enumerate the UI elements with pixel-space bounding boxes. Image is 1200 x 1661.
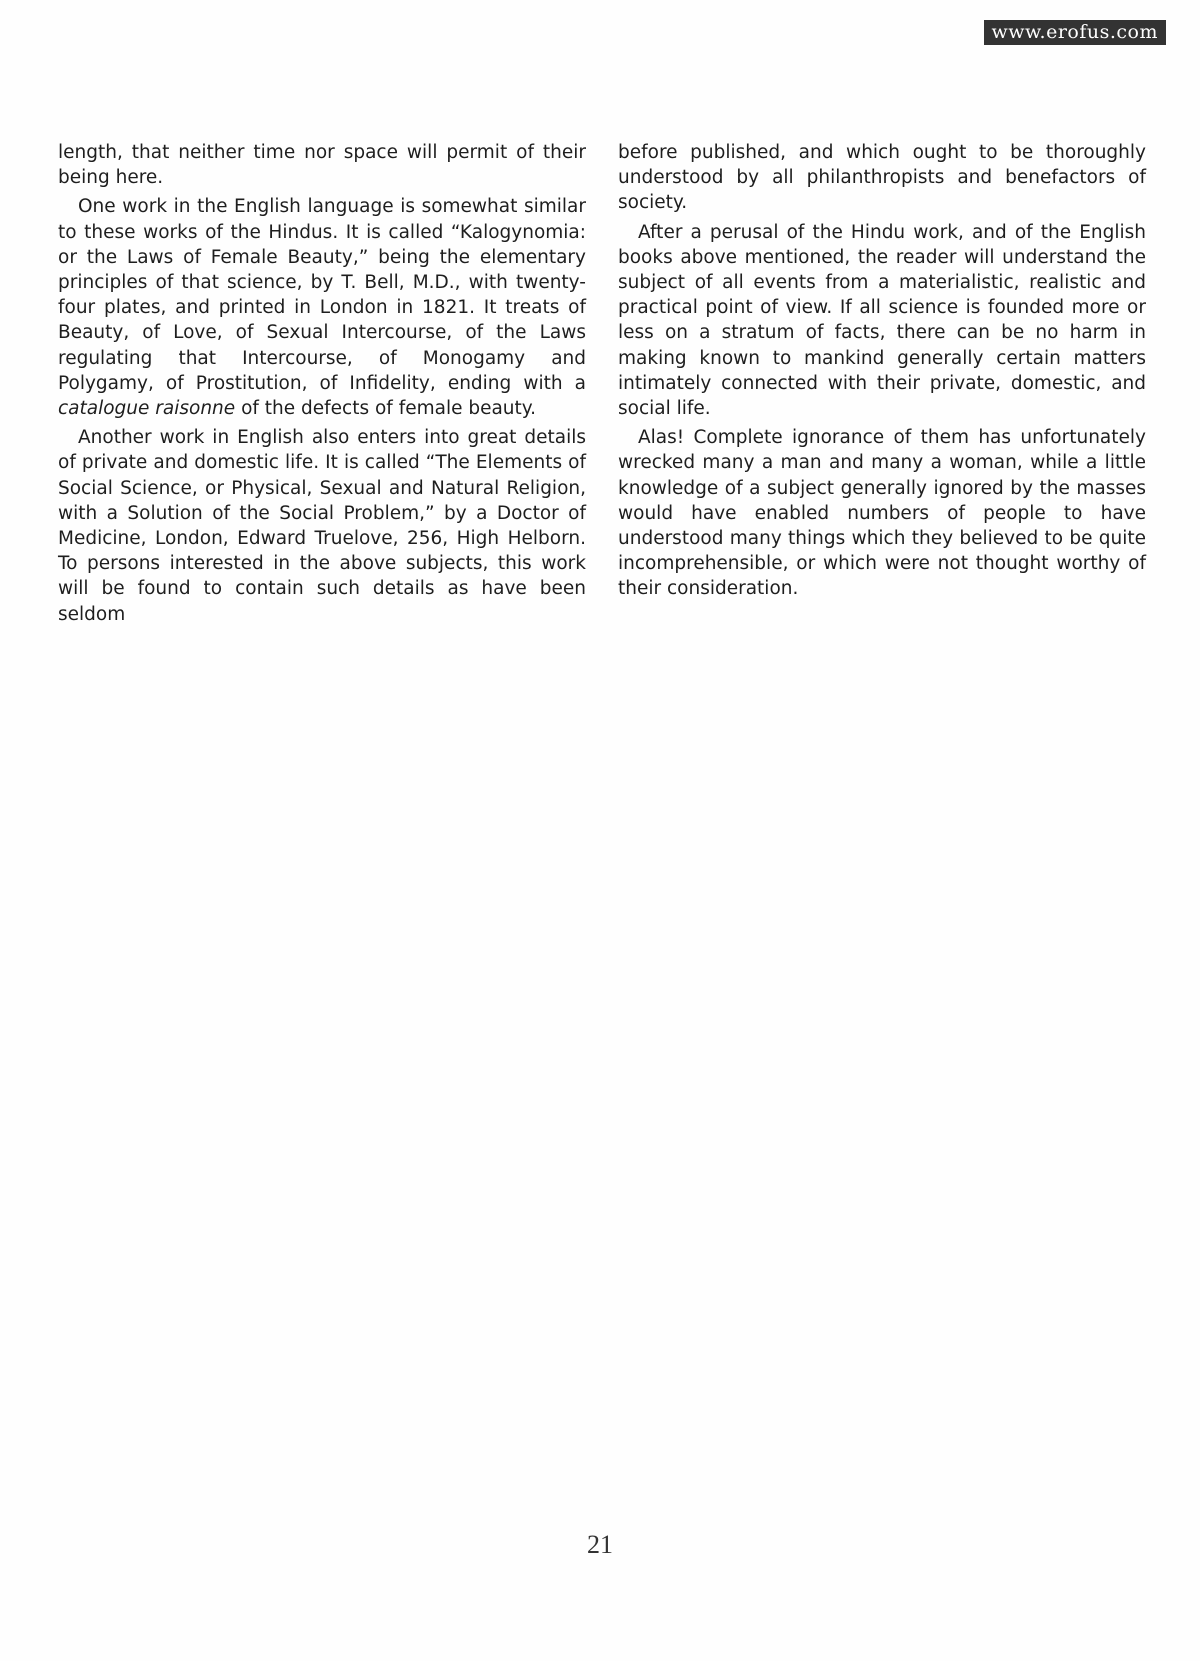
paragraph-text: One work in the English language is somewhat similar to these works of the Hindus. It is called “Kalogynomia: or the Laws of Female Beauty,” being the elementary principles of that science, by T. Bell, M.D., with twenty-four plates, and printed in London in 1821. It treats of Beauty, of Love, of Sexual Intercourse, of the Laws regulating that Intercourse, of Monogamy and Polygamy, of Prostitution, of Infidelity, ending with a — [58, 196, 586, 394]
watermark-label: www.erofus.com — [984, 20, 1167, 45]
left-text-column — [58, 140, 586, 631]
paragraph-text-end: of the defects of female beauty. — [241, 398, 536, 420]
paragraph-hindu-work: After a perusal of the Hindu work, and of the English books above mentioned, the reader will understand the subject of all events from a materialistic, realistic and practical point of view. If all science is founded more or less on a stratum of facts, there can be no harm in making known to mankind generally certain matters intimately connected with their private, domestic, and social life. — [618, 221, 1146, 420]
paragraph-kalogynomia — [58, 194, 586, 421]
right-text-column — [618, 140, 1146, 606]
paragraph-elements-social-science: Another work in English also enters into great details of private and domestic life. It is called “The Elements of Social Science, or Physical, Sexual and Natural Religion, with a Solution of the Social Problem,” by a Doctor of Medicine, London, Edward Truelove, 256, High Helborn. To persons interested in the above subjects, this work will be found to contain such details as have been seldom — [58, 427, 586, 625]
paragraph-alas: Alas! Complete ignorance of them has unfortunately wrecked many a man and many a woman, while a little knowledge of a subject generally ignored by the masses would have enabled numbers of people to have understood many things which they believed to be quite incomprehensible, or which were not thought worthy of their consideration. — [618, 427, 1146, 600]
italic-phrase: catalogue raisonne — [58, 398, 236, 420]
paragraph: before published, and which ought to be thoroughly understood by all philanthropists and benefactors of society. — [618, 142, 1146, 214]
paragraph: length, that neither time nor space will permit of their being here. — [58, 142, 586, 189]
page-number: 21 — [587, 1530, 613, 1559]
